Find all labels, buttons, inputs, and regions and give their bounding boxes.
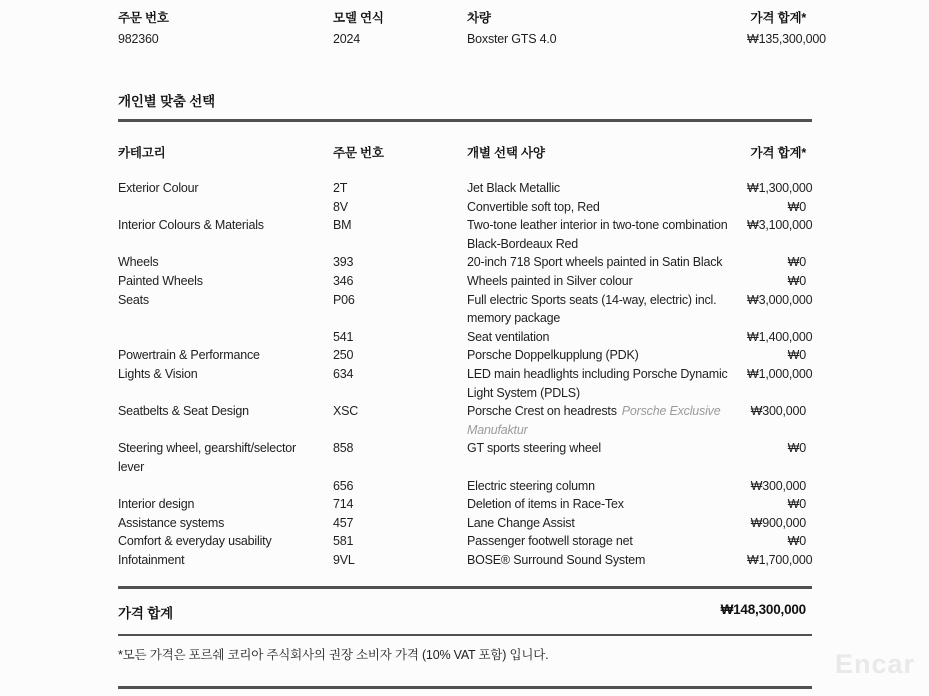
option-category: Seatbelts & Seat Design bbox=[118, 404, 249, 419]
option-description: Full electric Sports seats (14-way, electric) incl. memory package bbox=[467, 292, 717, 326]
divider bbox=[118, 686, 812, 689]
option-category: Exterior Colour bbox=[118, 181, 199, 195]
option-price: ₩1,400,000 bbox=[747, 329, 813, 344]
encar-watermark: Encar bbox=[834, 649, 915, 679]
options-table-header bbox=[118, 143, 812, 161]
option-category: Lights & Vision bbox=[118, 366, 198, 381]
option-row bbox=[118, 514, 812, 533]
option-code: 581 bbox=[333, 534, 354, 549]
option-description: Jet Black Metallic bbox=[467, 181, 560, 195]
vehicle-value: Boxster GTS 4.0 bbox=[467, 32, 557, 46]
option-description-cell bbox=[467, 328, 747, 347]
option-code: 858 bbox=[333, 441, 354, 456]
option-row bbox=[118, 179, 812, 198]
option-price: ₩0 bbox=[787, 497, 806, 512]
option-price: ₩0 bbox=[787, 441, 806, 456]
option-category: Painted Wheels bbox=[118, 273, 203, 288]
option-category bbox=[118, 328, 333, 347]
option-description: LED main headlights including Porsche Dynamic Light System (PDLS) bbox=[467, 366, 728, 400]
column-header-option-spec: 개별 선택 사양 bbox=[467, 146, 545, 160]
divider bbox=[118, 119, 812, 122]
option-description-cell bbox=[467, 365, 747, 402]
option-row bbox=[118, 477, 812, 496]
options-table-body bbox=[118, 179, 812, 569]
order-number-value: 982360 bbox=[118, 32, 159, 46]
option-description: 20-inch 718 Sport wheels painted in Satin Black bbox=[467, 255, 723, 270]
option-code: 346 bbox=[333, 273, 354, 288]
summary-price-label: 가격 합계* bbox=[750, 11, 806, 25]
section-title: 개인별 맞춤 선택 bbox=[118, 94, 215, 109]
option-code: BM bbox=[333, 218, 352, 233]
option-description-cell bbox=[467, 514, 747, 533]
option-description-cell bbox=[467, 198, 747, 217]
option-category: Steering wheel, gearshift/selector lever bbox=[118, 441, 297, 474]
option-category bbox=[118, 198, 333, 217]
option-description: BOSE® Surround Sound System bbox=[467, 552, 646, 567]
column-header-order-number: 주문 번호 bbox=[333, 146, 384, 160]
option-description: Passenger footwell storage net bbox=[467, 534, 633, 549]
option-code: 457 bbox=[333, 515, 354, 530]
option-price: ₩900,000 bbox=[750, 515, 806, 530]
option-price: ₩3,100,000 bbox=[747, 218, 813, 233]
option-row bbox=[118, 216, 812, 253]
model-year-label: 모델 연식 bbox=[333, 11, 384, 25]
option-code: P06 bbox=[333, 292, 355, 307]
option-price: ₩0 bbox=[787, 199, 806, 214]
option-description-cell bbox=[467, 346, 747, 365]
option-price: ₩1,700,000 bbox=[747, 552, 813, 567]
option-row bbox=[118, 439, 812, 476]
option-code: 634 bbox=[333, 366, 354, 381]
option-price: ₩0 bbox=[787, 348, 806, 363]
option-row bbox=[118, 328, 812, 347]
document-content bbox=[118, 0, 826, 689]
option-row bbox=[118, 365, 812, 402]
option-description: Electric steering column bbox=[467, 478, 595, 493]
option-description-cell bbox=[467, 216, 747, 253]
total-value: ₩148,300,000 bbox=[720, 602, 806, 618]
option-description: Porsche Doppelkupplung (PDK) bbox=[467, 348, 639, 363]
option-price: ₩300,000 bbox=[750, 404, 806, 419]
option-description: Porsche Crest on headrests bbox=[467, 404, 617, 419]
option-description: Lane Change Assist bbox=[467, 515, 575, 530]
vehicle-label: 차량 bbox=[467, 11, 491, 25]
option-category bbox=[118, 477, 333, 496]
option-description-cell bbox=[467, 532, 747, 551]
option-code: 541 bbox=[333, 329, 354, 344]
vehicle-summary-values bbox=[118, 32, 826, 46]
option-price: ₩0 bbox=[787, 273, 806, 288]
option-description: GT sports steering wheel bbox=[467, 441, 601, 456]
option-category: Powertrain & Performance bbox=[118, 348, 260, 363]
option-description: Convertible soft top, Red bbox=[467, 199, 600, 214]
option-row bbox=[118, 551, 812, 570]
option-price: ₩3,000,000 bbox=[747, 292, 813, 307]
option-row bbox=[118, 291, 812, 328]
option-category: Infotainment bbox=[118, 552, 185, 567]
option-price: ₩0 bbox=[787, 534, 806, 549]
option-description: Two-tone leather interior in two-tone combination Black-Bordeaux Red bbox=[467, 218, 728, 251]
option-category: Comfort & everyday usability bbox=[118, 534, 272, 549]
summary-price-value: ₩135,300,000 bbox=[747, 32, 826, 46]
option-code: 656 bbox=[333, 478, 354, 493]
option-row bbox=[118, 346, 812, 365]
option-description-cell bbox=[467, 253, 747, 272]
option-code: 8V bbox=[333, 199, 348, 214]
option-description-cell bbox=[467, 495, 747, 514]
option-code: 250 bbox=[333, 348, 354, 363]
vehicle-summary bbox=[118, 0, 826, 46]
option-row bbox=[118, 198, 812, 217]
option-price: ₩1,300,000 bbox=[747, 181, 813, 195]
total-label: 가격 합계 bbox=[118, 606, 173, 622]
option-code: XSC bbox=[333, 404, 359, 419]
column-header-category: 카테고리 bbox=[118, 146, 166, 160]
option-row bbox=[118, 272, 812, 291]
option-row bbox=[118, 495, 812, 514]
option-description-cell bbox=[467, 291, 747, 328]
option-category: Wheels bbox=[118, 255, 159, 270]
option-price: ₩1,000,000 bbox=[747, 366, 813, 381]
option-description: Deletion of items in Race-Tex bbox=[467, 497, 624, 512]
option-price: ₩300,000 bbox=[750, 478, 806, 493]
vehicle-summary-labels bbox=[118, 8, 812, 26]
option-category: Interior design bbox=[118, 497, 195, 512]
vat-footnote: *모든 가격은 포르쉐 코리아 주식회사의 권장 소비자 가격 (10% VAT 포함) 입니다. bbox=[118, 648, 549, 663]
option-category: Seats bbox=[118, 292, 149, 307]
option-category: Interior Colours & Materials bbox=[118, 218, 264, 233]
option-description-cell bbox=[467, 439, 747, 476]
option-code: 9VL bbox=[333, 552, 355, 567]
option-code: 714 bbox=[333, 497, 354, 512]
option-row bbox=[118, 402, 812, 439]
option-description-cell bbox=[467, 402, 747, 439]
option-description-cell bbox=[467, 179, 747, 198]
option-code: 2T bbox=[333, 181, 348, 195]
order-number-label: 주문 번호 bbox=[118, 11, 169, 25]
model-year-value: 2024 bbox=[333, 32, 361, 46]
option-description-cell bbox=[467, 477, 747, 496]
option-price: ₩0 bbox=[787, 255, 806, 270]
column-header-price: 가격 합계* bbox=[750, 146, 806, 160]
option-code: 393 bbox=[333, 255, 354, 270]
option-description-cell bbox=[467, 272, 747, 291]
option-description: Seat ventilation bbox=[467, 329, 550, 344]
option-description: Wheels painted in Silver colour bbox=[467, 273, 633, 288]
option-category: Assistance systems bbox=[118, 515, 225, 530]
option-row bbox=[118, 532, 812, 551]
option-row bbox=[118, 253, 812, 272]
option-note: Porsche Exclusive Manufaktur bbox=[467, 404, 721, 437]
total-row bbox=[118, 589, 812, 634]
option-description-cell bbox=[467, 551, 747, 570]
